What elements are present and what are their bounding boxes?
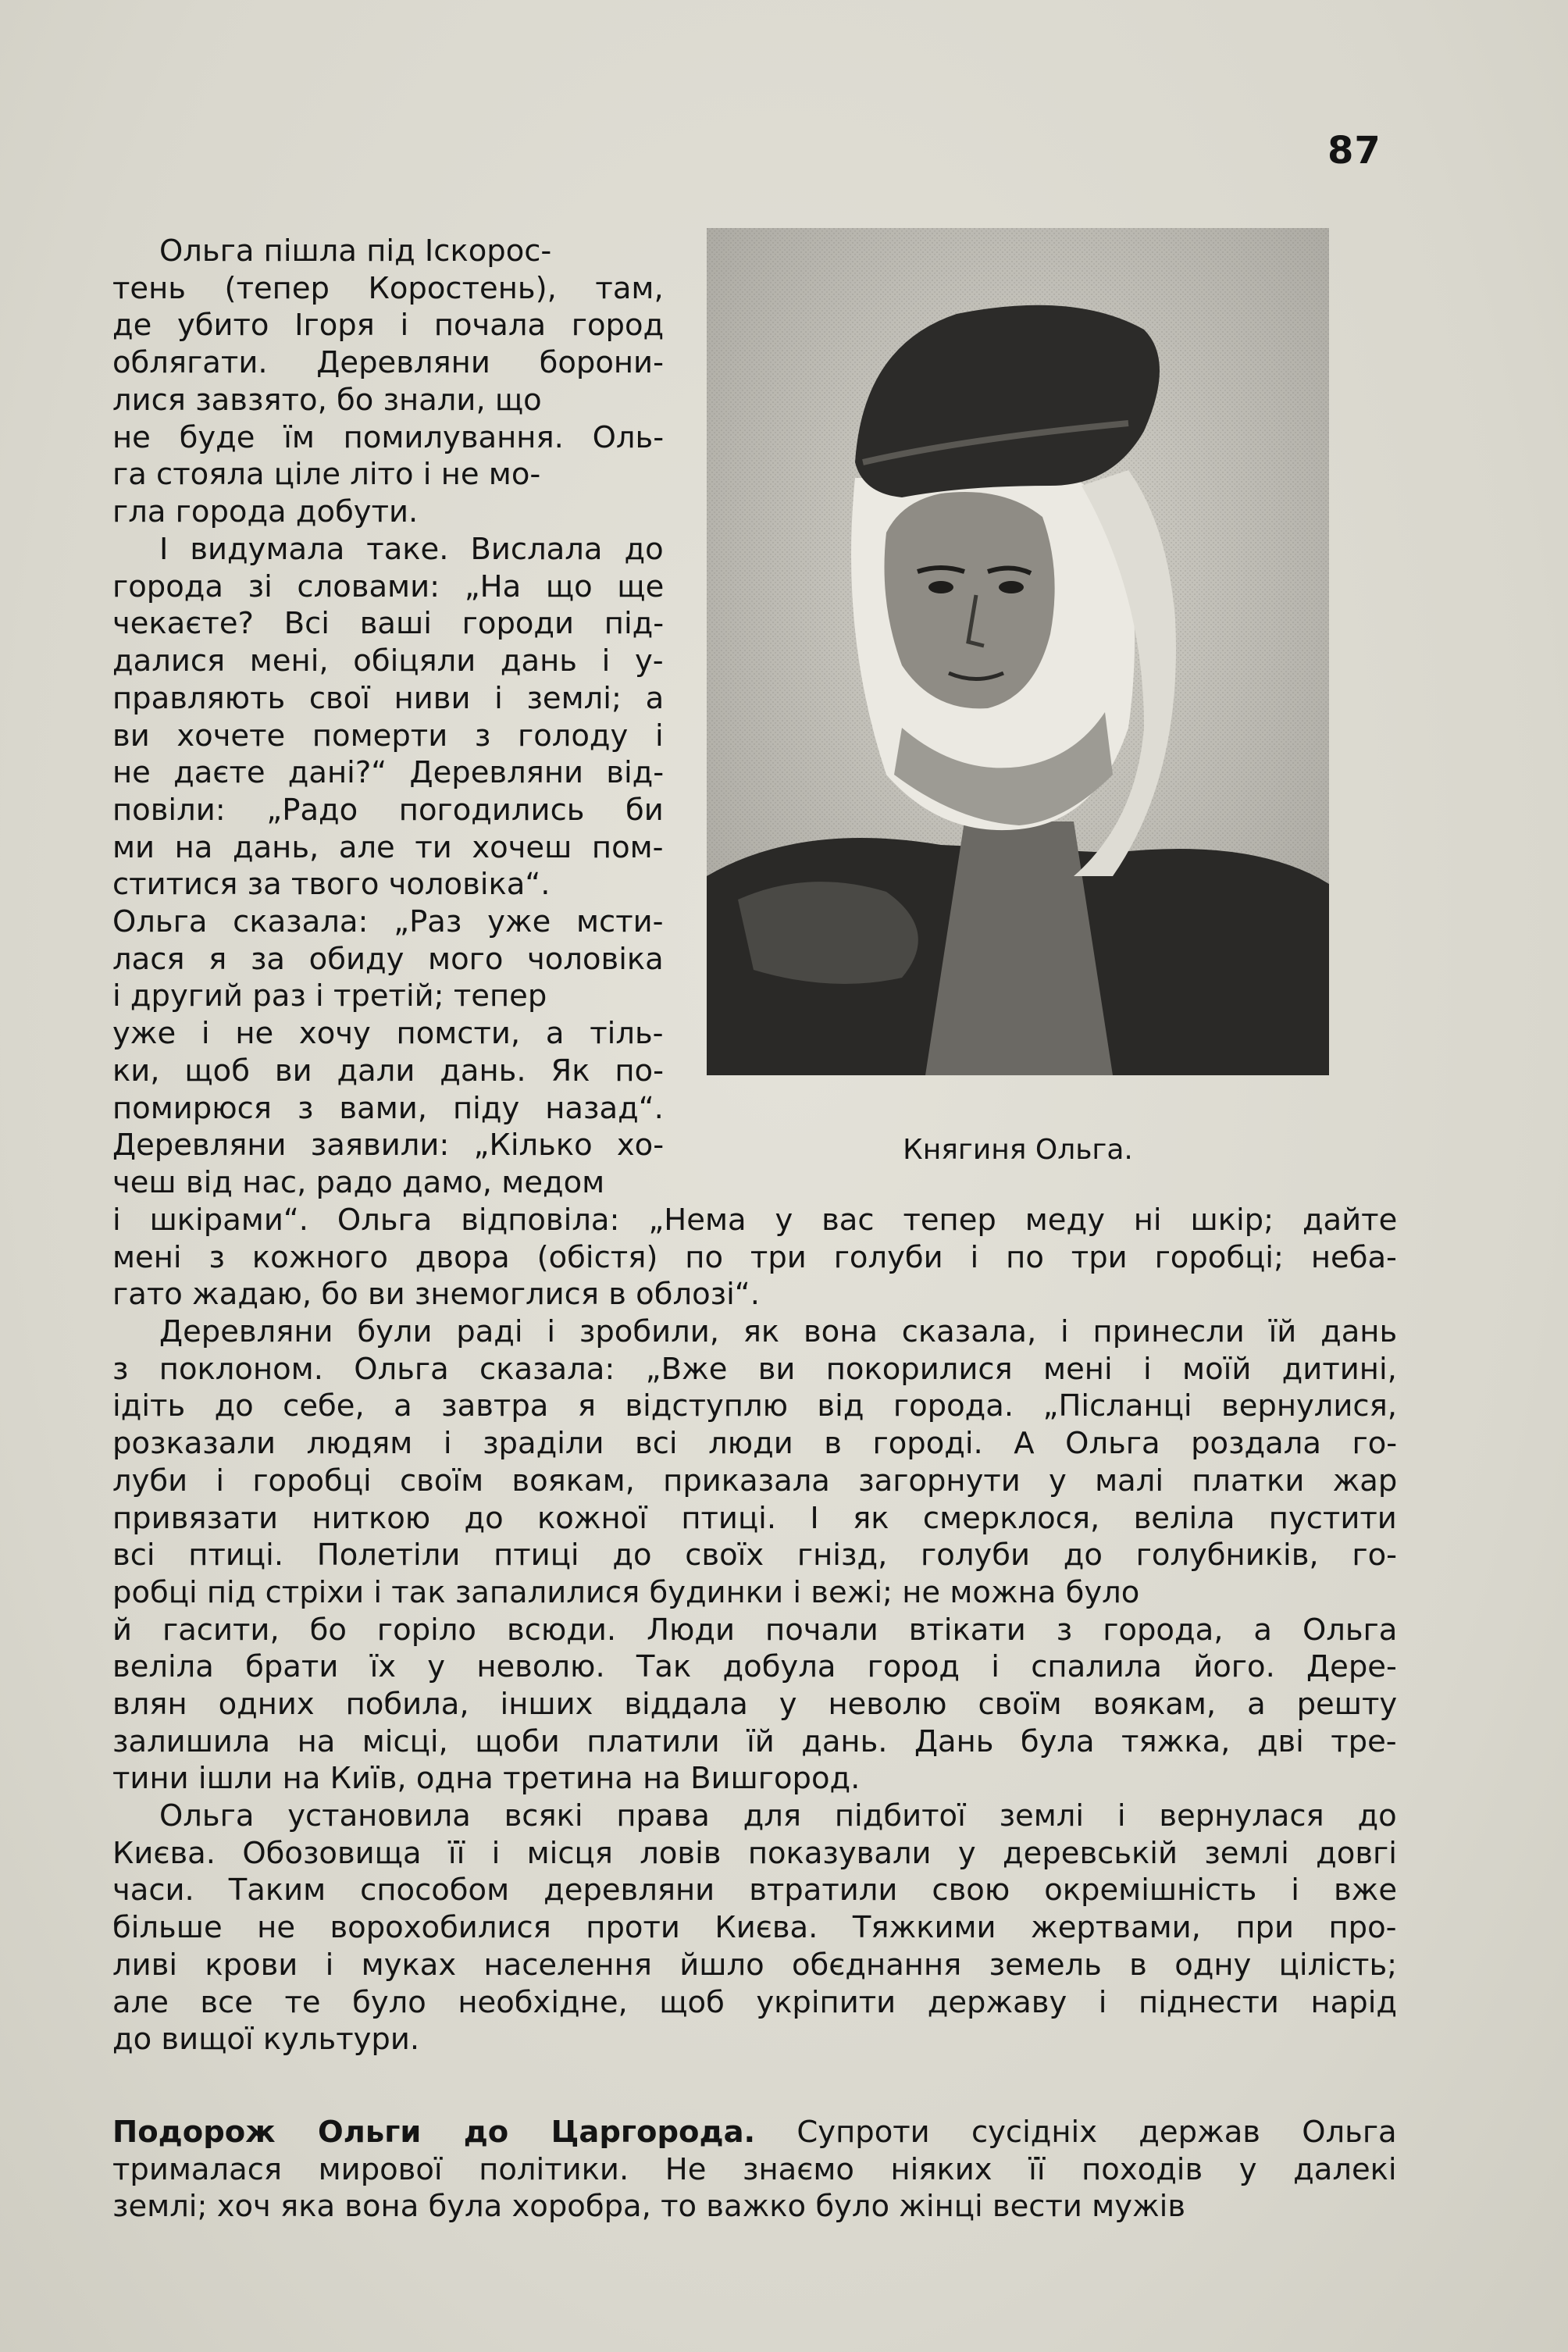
- text-line: але все те було необхідне, щоб укріпити державу і піднести нарід: [112, 1984, 1398, 2020]
- text-line: не буде їм помилування. Оль-: [112, 419, 665, 455]
- text-line: га стояла ціле літо і не мо-: [112, 457, 541, 493]
- portrait-illustration-icon: [707, 228, 1329, 1075]
- text-line: привязати ниткою до кожної птиці. І як смерклося, веліла пустити: [112, 1500, 1397, 1536]
- text-line: до вищої культури.: [112, 2022, 420, 2058]
- text-line: й гасити, бо горіло всюди. Люди почали втікати з города, а Ольга: [112, 1612, 1398, 1648]
- text-line: тини ішли на Київ, одна третина на Вишгород.: [112, 1761, 861, 1797]
- text-line: чеш від нас, радо дамо, медом: [112, 1164, 605, 1200]
- paragraph-1: [112, 233, 664, 531]
- text-line: гато жадаю, бо ви знемоглися в облозі“.: [112, 1277, 760, 1313]
- text-line: веліла брати їх у неволю. Так добула город і спалила його. Дере-: [112, 1649, 1397, 1685]
- text-line: де убито Ігоря і почала город: [112, 308, 665, 344]
- text-line: Ольга сказала: „Раз уже мсти-: [112, 904, 664, 940]
- text-line: тень (тепер Коростень), там,: [112, 270, 664, 306]
- text-line: ми на дань, але ти хочеш пом-: [112, 829, 664, 865]
- text-line: ви хочете померти з голоду і: [112, 718, 664, 754]
- text-line: Деревляни заявили: „Кілько хо-: [112, 1128, 665, 1164]
- paragraph-2-continued: [112, 1202, 1397, 1313]
- text-line: Києва. Обозовища її і місця ловів показували у деревській землі довгі: [112, 1835, 1397, 1871]
- text-line: більше не ворохобилися проти Києва. Тяжкими жертвами, при про-: [112, 1910, 1397, 1946]
- text-line: ки, щоб ви дали дань. Як по-: [112, 1053, 664, 1089]
- text-line: робці під стріхи і так запалилися будинки і вежі; не можна було: [112, 1574, 1140, 1610]
- text-line: часи. Таким способом деревляни втратили свою окремішність і вже: [112, 1873, 1398, 1908]
- text-line: ливі крови і муках населення йшло обєднання земель в одну цілість;: [112, 1947, 1398, 1983]
- text-line: далися мені, обіцяли дань і у-: [112, 643, 664, 679]
- text-line: чекаєте? Всі ваші городи під-: [112, 606, 665, 642]
- text-line: уже і не хочу помсти, а тіль-: [112, 1016, 664, 1052]
- heading-continuation: Супроти сусідніх держав Ольга: [755, 2115, 1397, 2150]
- text-line: помирюся з вами, піду назад“.: [112, 1090, 664, 1126]
- text-line: города зі словами: „На що ще: [112, 568, 665, 604]
- text-line: повіли: „Радо погодились би: [112, 792, 664, 828]
- portrait-caption: Княгиня Ольга.: [903, 1134, 1133, 1166]
- text-line: мені з кожного двора (обістя) по три голуби і по три горобці; неба-: [112, 1239, 1397, 1275]
- paragraph-3: [112, 1313, 1397, 1798]
- text-line: землі; хоч яка вона була хоробра, то важко було жінці вести мужів: [112, 2189, 1186, 2225]
- text-line: гла города добути.: [112, 494, 419, 529]
- text-line: Деревляни були раді і зробили, як вона сказала, і принесли їй дань: [159, 1314, 1398, 1349]
- page-number: 87: [1327, 129, 1381, 173]
- text-line: облягати. Деревляни борони-: [112, 345, 664, 381]
- text-line: луби і горобці своїм воякам, приказала загорнути у малі платки жар: [112, 1463, 1398, 1499]
- text-line: ідіть до себе, а завтра я відступлю від города. „Післанці вернулися,: [112, 1388, 1397, 1424]
- paragraph-5: [112, 2114, 1397, 2225]
- section-heading: Подорож Ольги до Царгорода.: [112, 2115, 756, 2150]
- paragraph-4: [112, 1798, 1397, 2058]
- text-line: правляють свої ниви і землі; а: [112, 680, 665, 716]
- paragraph-2: [112, 531, 664, 1202]
- text-line: не даєте дані?“ Деревляни від-: [112, 755, 665, 791]
- text-line: і шкірами“. Ольга відповіла: „Нема у вас тепер меду ні шкір; дайте: [112, 1203, 1398, 1238]
- text-line: і другий раз і третій; тепер: [112, 978, 547, 1014]
- text-line: трималася мирової політики. Не знаємо ніяких її походів у далекі: [112, 2151, 1397, 2187]
- portrait-illustration: [707, 228, 1329, 1075]
- text-line: лися завзято, бо знали, що: [112, 382, 542, 418]
- text-line: Ольга пішла під Іскорос-: [159, 233, 552, 269]
- text-line: з поклоном. Ольга сказала: „Вже ви покорилися мені і моїй дитині,: [112, 1351, 1397, 1387]
- text-line: ститися за твого чоловіка“.: [112, 867, 551, 903]
- text-line: розказали людям і зраділи всі люди в городі. А Ольга роздала го-: [112, 1426, 1398, 1462]
- text-line: І видумала таке. Вислала до: [159, 532, 664, 567]
- text-line: лася я за обиду мого чоловіка: [112, 941, 664, 977]
- text-line: влян одних побила, інших віддала у неволю своїм воякам, а решту: [112, 1687, 1398, 1723]
- text-line: Ольга установила всякі права для підбитої землі і вернулася до: [159, 1798, 1397, 1833]
- text-line: всі птиці. Полетіли птиці до своїх гнізд, голуби до голубників, го-: [112, 1538, 1398, 1573]
- text-line: залишила на місці, щоби платили їй дань. Дань була тяжка, дві тре-: [112, 1723, 1397, 1759]
- text-line: [112, 2114, 1397, 2151]
